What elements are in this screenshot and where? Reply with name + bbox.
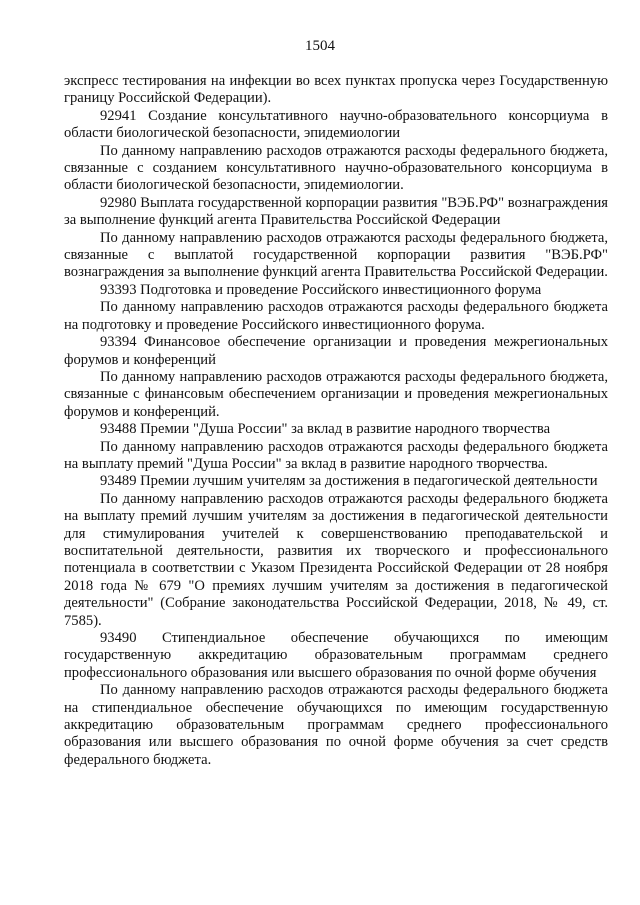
expense-description-92980: По данному направлению расходов отражаются расходы федерального бюджета, связанные с выплатой государственной корпорации развития "ВЭБ.РФ" вознаграждения за выполнение функций агента Правительства Российской Федерации. xyxy=(64,229,608,281)
expense-heading-93488: 93488 Премии "Душа России" за вклад в развитие народного творчества xyxy=(100,421,551,438)
page-number: 1504 xyxy=(305,38,335,54)
expense-description-93490: По данному направлению расходов отражаются расходы федерального бюджета на стипендиальное обеспечение обучающихся по имеющим государственную аккредитацию образовательным программам среднего профессионального образования или высшего образования по очной форме обучения за счет средств федерального бюджета. xyxy=(64,682,608,768)
expense-heading-93394: 93394 Финансовое обеспечение организации и проведения межрегиональных форумов и конференций xyxy=(64,334,608,368)
paragraph-continuation: экспресс тестирования на инфекции во всех пунктах пропуска через Государственную границу Российской Федерации). xyxy=(64,73,608,107)
expense-heading-92941: 92941 Создание консультативного научно-образовательного консорциума в области биологической безопасности, эпидемиологии xyxy=(64,107,608,142)
expense-heading-93489: 93489 Премии лучшим учителям за достижения в педагогической деятельности xyxy=(100,473,598,490)
expense-description-92941: По данному направлению расходов отражаются расходы федерального бюджета, связанные с созданием консультативного научно-образовательного консорциума в области биологической безопасности, эпидемиологии. xyxy=(64,142,608,194)
expense-description-93489: По данному направлению расходов отражаются расходы федерального бюджета на выплату премий лучшим учителям за достижения в педагогической деятельности для стимулирования учителей к совершенствованию преподавательской и воспитательной деятельности, развития их творческого и профессионального потенциала в соответствии с Указом Президента Российской Федерации от 28 ноября 2018 года № 679 "О премиях лучшим учителям за достижения в педагогической деятельности" (Собрание законодательства Российской Федерации, 2018, № 49, ст. 7585). xyxy=(64,490,608,629)
expense-description-93393: По данному направлению расходов отражаются расходы федерального бюджета на подготовку и проведение Российского инвестиционного форума. xyxy=(64,299,608,333)
expense-heading-92980: 92980 Выплата государственной корпорации развития "ВЭБ.РФ" вознаграждения за выполнение функций агента Правительства Российской Федерации xyxy=(64,194,608,229)
document-body xyxy=(64,73,608,769)
expense-description-93394: По данному направлению расходов отражаются расходы федерального бюджета, связанные с финансовым обеспечением организации и проведения межрегиональных форумов и конференций. xyxy=(64,368,608,420)
expense-heading-93490: 93490 Стипендиальное обеспечение обучающихся по имеющим государственную аккредитацию образовательным программам среднего профессионального образования или высшего образования по очной форме обучения xyxy=(64,630,608,681)
expense-heading-93393: 93393 Подготовка и проведение Российского инвестиционного форума xyxy=(100,281,542,298)
expense-description-93488: По данному направлению расходов отражаются расходы федерального бюджета на выплату премий "Душа России" за вклад в развитие народного творчества. xyxy=(64,438,608,472)
